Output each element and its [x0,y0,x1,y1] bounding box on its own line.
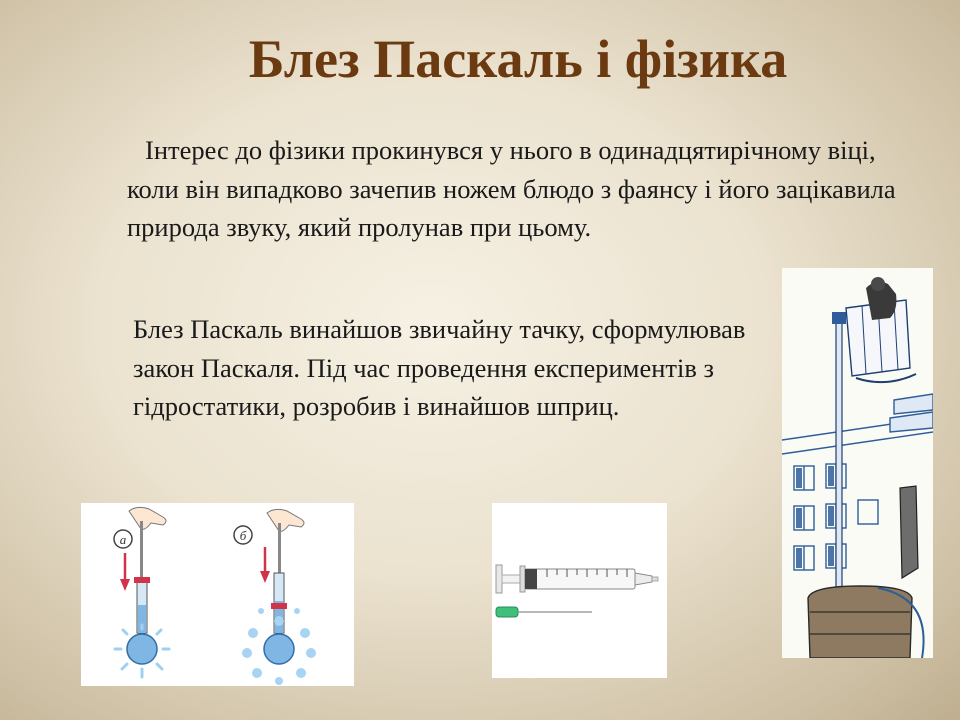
label-b: б [239,528,247,543]
paragraph-interest-text: Інтерес до фізики прокинувся у нього в одинадцятирічному віці, коли він випадково зачепив ножем блюдо з фаянсу і його зацікавила природа звуку, який пролунав при цьому. [127,135,896,242]
lamplighter-sketch [782,268,933,658]
pascal-ball-illustration [81,503,354,686]
paragraph-inventions: Блез Паскаль винайшов звичайну тачку, сформулював закон Паскаля. Під час проведення експериментів з гідростатики, розробив і винайшов шприц. [133,314,746,421]
syringe-image [492,503,667,678]
pascal-ball-right [234,509,316,685]
needle-icon [496,607,592,617]
label-a: а [119,532,127,547]
slide-title: Блез Паскаль і фізика [248,29,788,89]
paragraph-interest-in-physics [127,131,917,247]
pascal-ball-left [114,507,169,677]
syringe-icon [496,565,658,593]
